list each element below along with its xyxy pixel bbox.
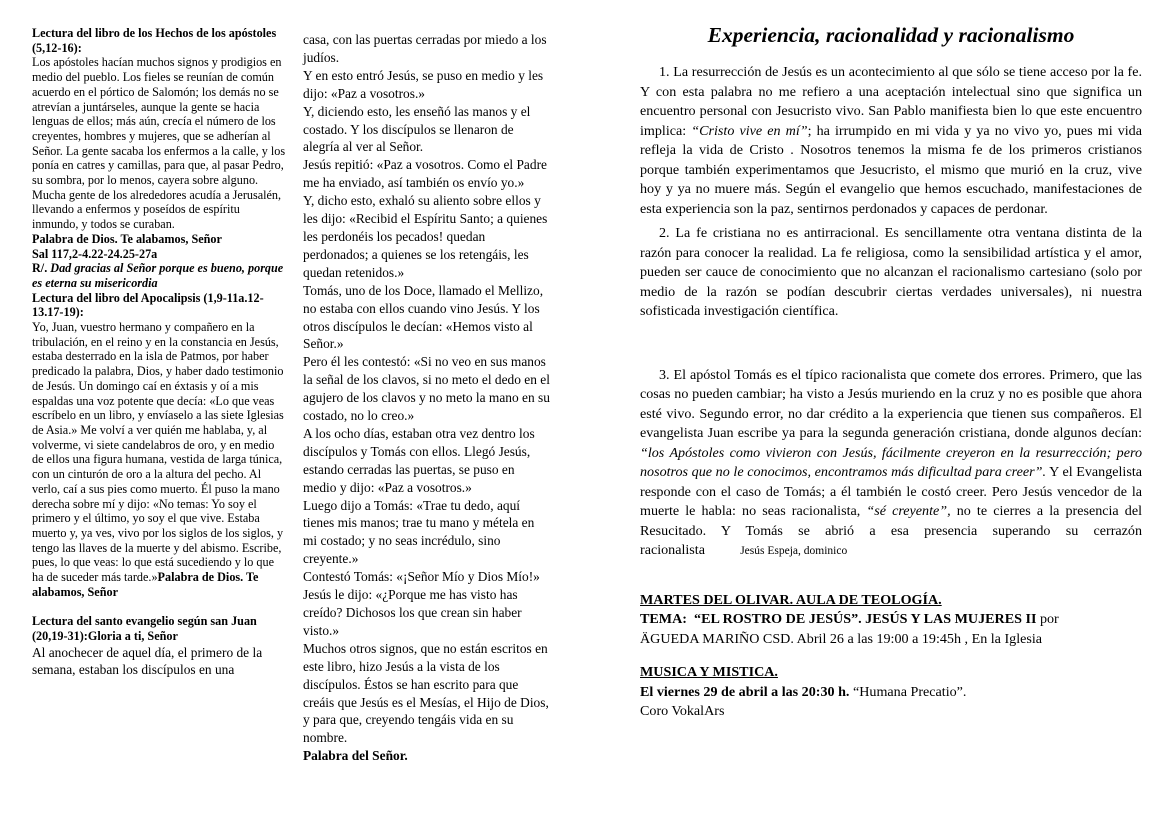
paragraph-1-text-b: ; ha irrumpido en mi vida y ya no vivo yo, pues mi vida refleja la vida de Cristo . Nosotros tenemos la misma fe de los primeros cristianos porque también experimentamos que Jesucristo, el mismo que murió en la cruz, vive hoy y ya no muere más. Según el evangelio que hemos escuchado, manifestaciones de esta experiencia son la paz, sentirnos perdonados y capaces de perdonar.	[640, 122, 1142, 217]
paragraph-3-text-b: Y el Evangelista responde con el caso de Tomás; a él también le costó creer. Pero Jesús vencedor de la muerte le habla: no seas racionalista,	[640, 464, 1143, 519]
reading1-closing: Palabra de Dios. Te alabamos, Señor	[32, 231, 222, 246]
event1-tema-title: “EL ROSTRO DE JESÚS”. JESÚS Y LAS MUJERES II	[694, 611, 1037, 627]
gospel-heading: Lectura del santo evangelio según san Juan (20,19-31):Gloria a ti, Señor	[32, 614, 257, 644]
reading2-heading: Lectura del libro del Apocalipsis (1,9-11a.12-13.17-19):	[32, 290, 264, 320]
paragraph-1	[640, 63, 1142, 219]
psalm-response	[32, 261, 288, 290]
psalm-ref: Sal 117,2-4.22-24.25-27a	[32, 246, 158, 261]
page-title: Experiencia, racionalidad y racionalismo	[707, 23, 1075, 47]
event2-choir: Coro VokalArs	[640, 703, 725, 719]
event1-header: MARTES DEL OLIVAR. AULA DE TEOLOGÍA.	[640, 591, 942, 608]
paragraph-3-quote-2: “sé creyente”,	[866, 503, 951, 519]
reading2-body	[32, 320, 288, 599]
event1-tema-label: TEMA:	[640, 611, 687, 627]
psalm-response-label: R/.	[32, 261, 48, 276]
event2-header: MUSICA Y MISTICA.	[640, 664, 778, 680]
gospel-text-start: Al anochecer de aquel día, el primero de la semana, estaban los discípulos en una	[32, 644, 263, 677]
reading1-heading: Lectura del libro de los Hechos de los apóstoles (5,12-16):	[32, 26, 277, 55]
right-column	[640, 22, 1142, 722]
paragraph-1-quote: “Cristo vive en mí”	[691, 122, 808, 139]
event1-details: ÄGUEDA MARIÑO CSD. Abril 26 a las 19:00 a 19:45h , En la Iglesia	[640, 630, 1043, 647]
gospel-continuation: casa, con las puertas cerradas por miedo a los judíos. Y en esto entró Jesús, se puso en medio y les dijo: «Paz a vosotros.» Y, diciendo esto, les enseñó las manos y el costado. Y los discípulos se llenaron de alegría al ver al Señor. Jesús repitió: «Paz a vosotros. Como el Padre me ha enviado, así también os envío yo.» Y, dicho esto, exhaló su aliento sobre ellos y les dijo: «Recibid el Espíritu Santo; a quienes les perdonéis los pecados! quedan perdonados; a quienes se los retengáis, les quedan retenidos.» Tomás, uno de los Doce, llamado el Mellizo, no estaba con ellos cuando vino Jesús. Y los otros discípulos le decían: «Hemos visto al Señor.» Pero él les contestó: «Si no veo en sus manos la señal de los clavos, si no meto el dedo en el agujero de los clavos y no meto la mano en su costado, no lo creo.» A los ocho días, estaban otra vez dentro los discípulos y Tomás con ellos. Llegó Jesús, estando cerradas las puertas, se puso en medio y dijo: «Paz a vosotros.» Luego dijo a Tomás: «Trae tu dedo, aquí tienes mis manos; trae tu mano y métela en mi costado; y no seas incrédulo, sino creyente.» Contestó Tomás: «¡Señor Mío y Dios Mío!» Jesús le dijo: «¿Porque me has visto has creído? Dichosos los que crean sin haber visto.» Muchos otros signos, que no están escritos en este libro, hizo Jesús a la vista de los discípulos. Éstos se han escrito para que creáis que Jesús es el Mesías, el Hijo de Dios, y para que, creyendo tengáis vida en su nombre.	[303, 32, 550, 746]
left-column	[32, 26, 288, 678]
event2-line	[640, 683, 1142, 703]
paragraph-2: 2. La fe cristiana no es antirracional. Es sencillamente otra ventana distinta de la razón para conocer la realidad. La fe religiosa, como la sensibilidad artística y el amor, pueden ser cauce de conocimiento que no alcanzan el racionalismo cartesiano (solo por medio de la razón se podían descubrir ciertas verdades universales), ni nuestra sofisticada investigación científica.	[640, 225, 1142, 319]
psalm-response-text: Dad gracias al Señor porque es bueno, porque es eterna su misericordia	[32, 261, 284, 290]
event2-date: El viernes 29 de abril a las 20:30 h.	[640, 683, 850, 700]
event2-title: “Humana Precatio”.	[849, 683, 967, 700]
paragraph-3	[640, 366, 1142, 562]
event1-tema	[640, 610, 1142, 630]
paragraph-1-text-a: 1. La resurrección de Jesús es un acontecimiento al que sólo se tiene acceso por la fe. Y con esta palabra no me refiero a una aceptación intelectual sino que significa un encuentro personal con Jesucristo vivo. San Pablo manifiesta bien lo que este encuentro implica:	[640, 64, 1142, 139]
paragraph-3-quote: “los Apóstoles como vivieron con Jesús, fácilmente creyeron en la resurrección; pero nosotros que no le conocimos, encontramos más dificultad para creer”.	[640, 444, 1142, 480]
reading2-closing: Palabra de Dios. Te alabamos, Señor	[32, 570, 259, 599]
author-signature: Jesús Espeja, dominico	[740, 545, 848, 557]
event1-tema-rest: por	[1036, 611, 1059, 627]
paragraph-3-text-a: 3. El apóstol Tomás es el típico racionalista que comete dos errores. Primero, que las cosas no pueden cambiar; ha visto a Jesús muriendo en la cruz y no es posible que ahora esté vivo. Segundo error, no dar crédito a la experiencia que tienen sus compañeros. El evangelista Juan escribe ya para la segunda generación cristiana, donde algunos decían:	[640, 366, 1142, 441]
paragraph-3-text-c: no te cierres a la presencia del Resucitado. Y Tomás se abrió a esa presencia superando su cerrazón racionalista	[640, 503, 1143, 558]
reading2-text: Yo, Juan, vuestro hermano y compañero en la tribulación, en el reino y en la constancia en Jesús, estaba desterrado en la isla de Patmos, por haber predicado la palabra, Dios, y haber dado testimonio de Jesús. Un domingo caí en éxtasis y oí a mis espaldas una voz potente que decía: «Lo que veas escríbelo en un libro, y envíaselo a las siete Iglesias de Asia.» Me volví a ver quién me hablaba, y, al volverme, vi siete candelabros de oro, y en medio de ellos una figura humana, vestida de larga túnica, con un cinturón de oro a la altura del pecho. Al verlo, caí a sus pies como muerto. Él puso la mano derecha sobre mí y dijo: «No temas: Yo soy el primero y el último, yo soy el que vive. Estaba muerto y, ya ves, vivo por los siglos de los siglos, y tengo las llaves de la muerte y del abismo. Escribe, pues, lo que veas: lo que está sucediendo y lo que ha de suceder más tarde.»	[32, 320, 284, 585]
reading1-text: Los apóstoles hacían muchos signos y prodigios en medio del pueblo. Los fieles se reunían de común acuerdo en el pórtico de Salomón; los demás no se atrevían a juntárseles, aunque la gente se hacia lenguas de ellos; más aún, crecía el número de los creyentes, hombres y mujeres, que se adherían al Señor. La gente sacaba los enfermos a la calle, y los ponía en catres y camillas, para que, al pasar Pedro, su sombra, por lo menos, cayera sobre alguno. Mucha gente de los alrededores acudía a Jerusalén, llevando a enfermos y poseídos de espíritu inmundo, y todos se curaban.	[32, 55, 286, 232]
gospel-closing: Palabra del Señor.	[303, 748, 408, 764]
middle-column	[303, 31, 551, 765]
